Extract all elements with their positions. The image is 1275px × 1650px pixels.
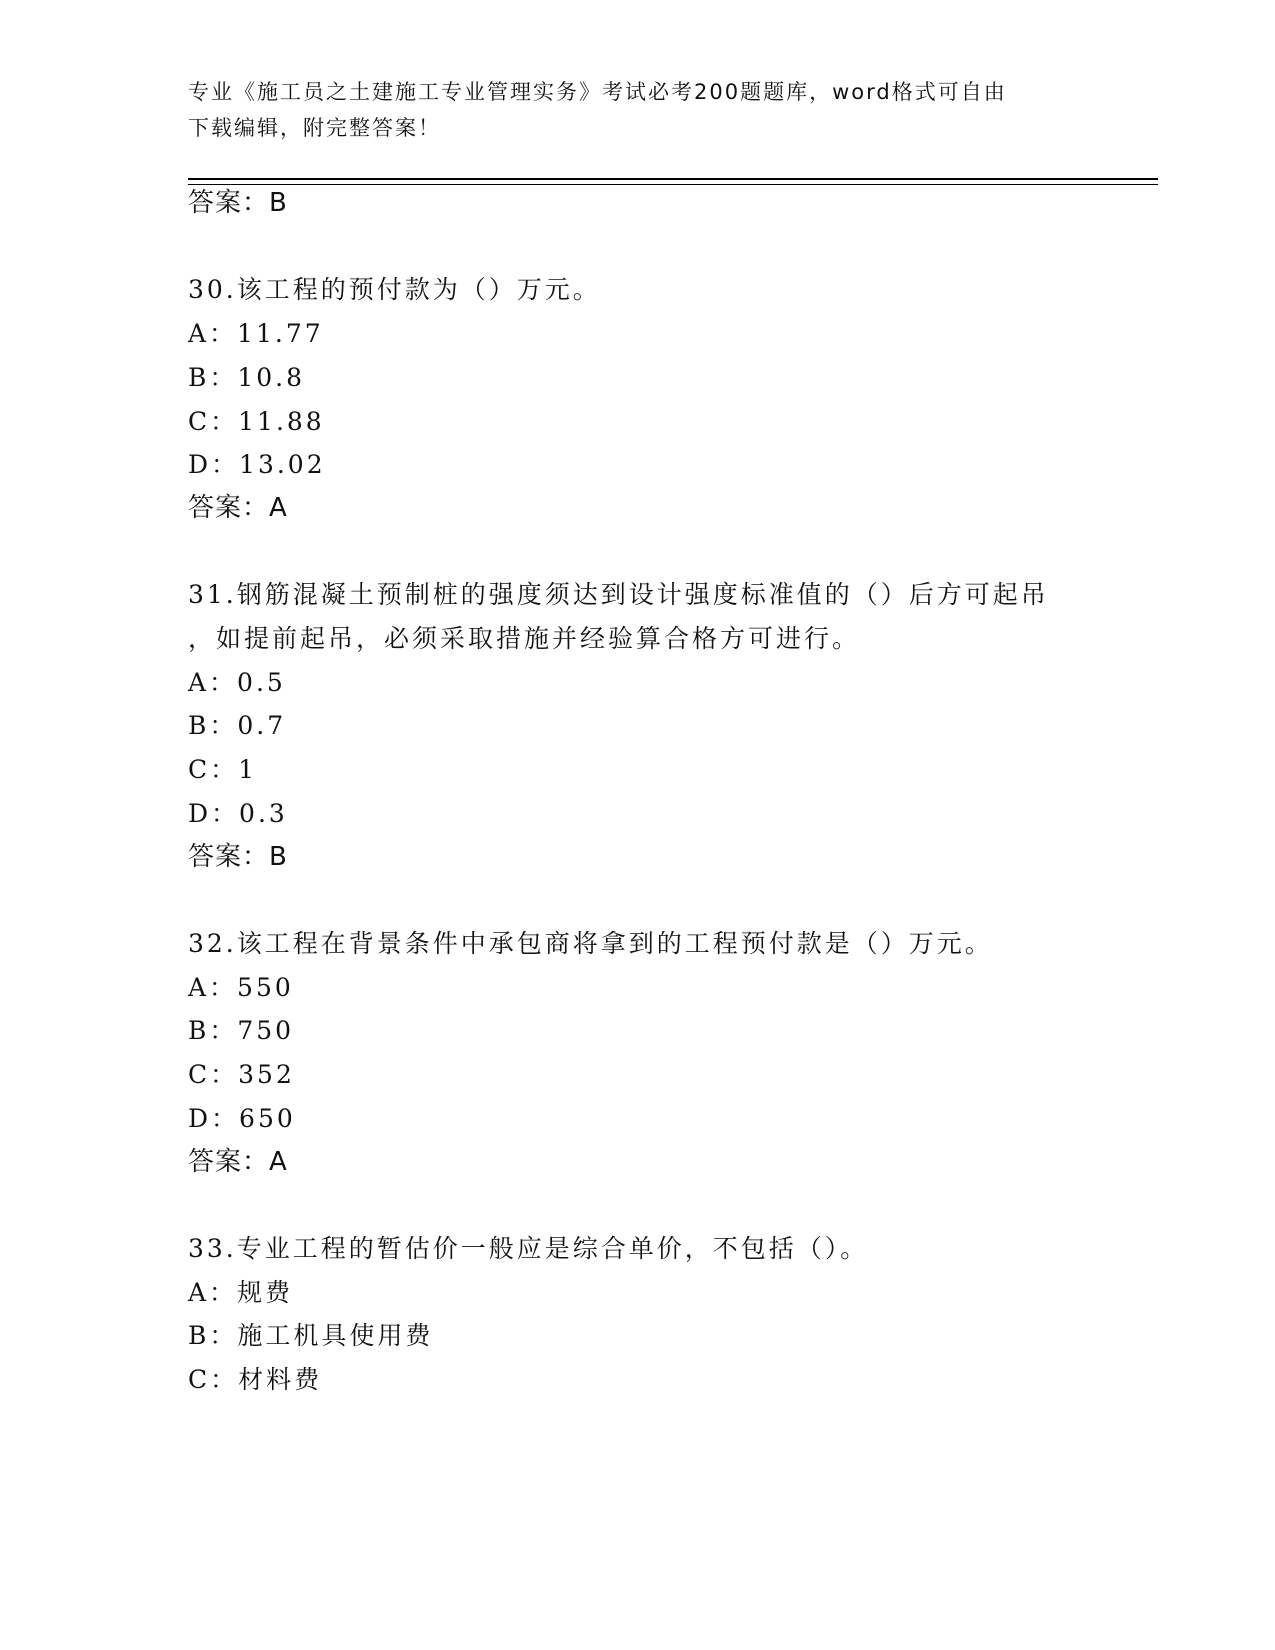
question-31-option-d: D：0.3 (188, 799, 288, 828)
question-30-stem: 30.该工程的预付款为（）万元。 (188, 275, 601, 304)
question-33-stem: 33.专业工程的暂估价一般应是综合单价，不包括（）。 (188, 1234, 869, 1263)
answer-q29: 答案：B (188, 188, 288, 218)
question-32-option-c: C：352 (188, 1060, 295, 1089)
question-30-option-d: D：13.02 (188, 450, 326, 479)
question-30-option-c: C：11.88 (188, 407, 325, 436)
question-32-option-a: A：550 (188, 973, 294, 1002)
question-31-stem-line-2: ，如提前起吊，必须采取措施并经验算合格方可进行。 (188, 624, 861, 653)
question-33-option-a: A：规费 (188, 1278, 294, 1307)
question-31-option-c: C：1 (188, 755, 258, 784)
answer-q31: 答案：B (188, 842, 288, 872)
question-30-option-a: A：11.77 (188, 319, 324, 348)
question-33-option-b: B：施工机具使用费 (188, 1321, 434, 1350)
header-rule-thin (188, 184, 1158, 185)
question-30-option-b: B：10.8 (188, 363, 306, 392)
question-31-option-a: A：0.5 (188, 668, 286, 697)
question-32-option-b: B：750 (188, 1016, 295, 1045)
header-line-1: 专业《施工员之土建施工专业管理实务》考试必考200题题库，word格式可自由 (188, 80, 1007, 104)
question-31-stem-line-1: 31.钢筋混凝土预制桩的强度须达到设计强度标准值的（）后方可起吊 (188, 580, 1049, 609)
answer-q30: 答案：A (188, 493, 288, 523)
header-rule-thick (188, 178, 1158, 180)
answer-q32: 答案：A (188, 1147, 288, 1177)
question-31-option-b: B：0.7 (188, 711, 287, 740)
page-header (188, 74, 1088, 146)
question-32-stem: 32.该工程在背景条件中承包商将拿到的工程预付款是（）万元。 (188, 929, 993, 958)
question-33-option-c: C：材料费 (188, 1365, 323, 1394)
question-32-option-d: D：650 (188, 1104, 296, 1133)
header-line-2: 下载编辑，附完整答案！ (188, 116, 441, 140)
